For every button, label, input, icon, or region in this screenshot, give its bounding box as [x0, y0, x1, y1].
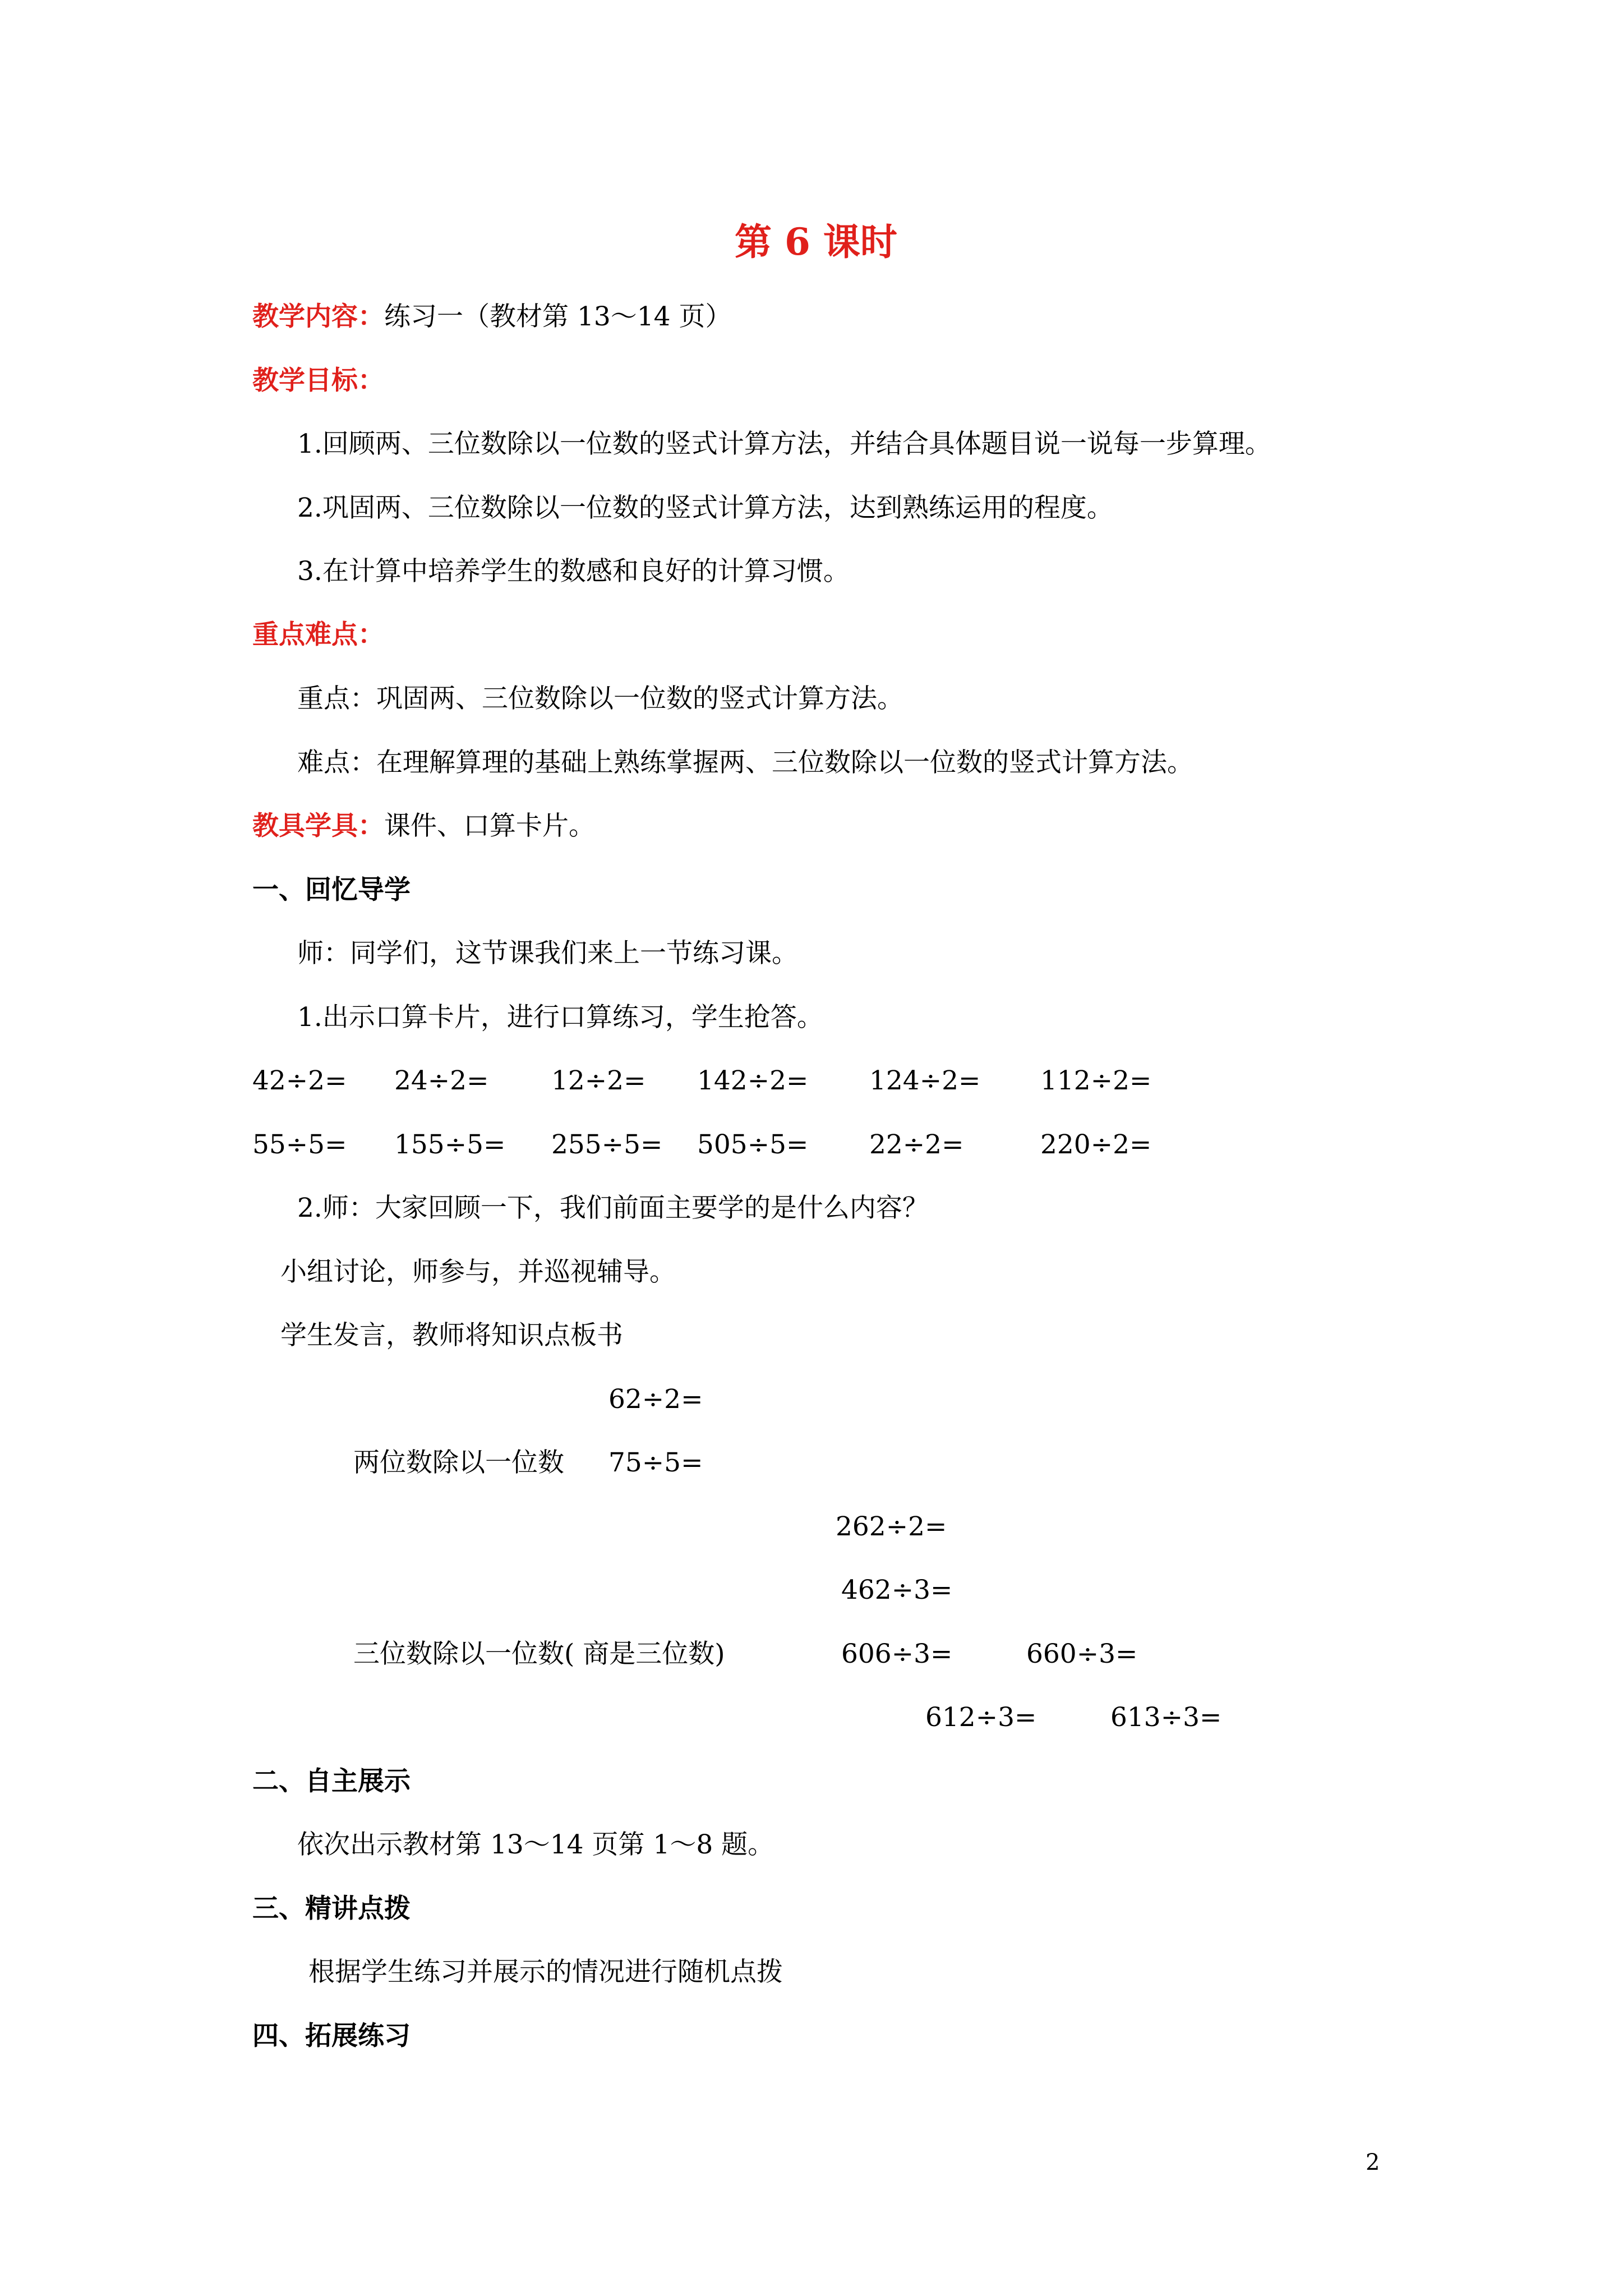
- section-heading: 二、自主展示: [252, 1766, 411, 1797]
- oral-calc: 24÷2=: [394, 1065, 489, 1096]
- board-calc: 612÷3=: [925, 1702, 1037, 1733]
- difficult-point: 难点：在理解算理的基础上熟练掌握两、三位数除以一位数的竖式计算方法。: [297, 747, 1193, 778]
- objective-item: 1.回顾两、三位数除以一位数的竖式计算方法，并结合具体题目说一说每一步算理。: [297, 429, 1271, 459]
- page-title: 第 6 课时: [735, 220, 897, 264]
- key-point: 重点：巩固两、三位数除以一位数的竖式计算方法。: [297, 683, 903, 714]
- oral-calc: 124÷2=: [869, 1065, 981, 1096]
- section-text: 师：同学们，这节课我们来上一节练习课。: [297, 938, 798, 969]
- section-heading: 四、拓展练习: [252, 2021, 411, 2051]
- board-calc: 75÷5=: [608, 1447, 703, 1478]
- teaching-content: [252, 303, 732, 330]
- section-text: 2.师：大家回顾一下，我们前面主要学的是什么内容？: [297, 1193, 929, 1223]
- key-points-label: 重点难点：: [252, 619, 384, 650]
- board-calc: 62÷2=: [608, 1384, 703, 1415]
- objective-item: 3.在计算中培养学生的数感和良好的计算习惯。: [297, 556, 850, 587]
- section-text: 依次出示教材第 13～14 页第 1～8 题。: [297, 1829, 774, 1860]
- objectives-label: 教学目标：: [252, 365, 384, 396]
- teaching-tools-label: 教具学具：: [252, 811, 384, 841]
- teaching-content-label: 教学内容：: [252, 301, 384, 332]
- board-label: 两位数除以一位数: [353, 1447, 564, 1478]
- oral-calc: 42÷2=: [252, 1065, 347, 1096]
- objective-item: 2.巩固两、三位数除以一位数的竖式计算方法，达到熟练运用的程度。: [297, 493, 1113, 523]
- page-number: 2: [1366, 2150, 1380, 2175]
- board-calc: 262÷2=: [836, 1511, 947, 1542]
- oral-calc: 155÷5=: [394, 1129, 506, 1160]
- board-calc: 660÷3=: [1026, 1639, 1138, 1669]
- section-text: 小组讨论，师参与，并巡视辅导。: [280, 1257, 676, 1287]
- oral-calc: 255÷5=: [551, 1129, 663, 1160]
- oral-calc: 505÷5=: [697, 1129, 809, 1160]
- board-label: 三位数除以一位数( 商是三位数): [353, 1639, 725, 1669]
- oral-calc: 22÷2=: [869, 1129, 964, 1160]
- oral-calc: 55÷5=: [252, 1129, 347, 1160]
- board-calc: 613÷3=: [1110, 1702, 1222, 1733]
- oral-calc: 142÷2=: [697, 1065, 809, 1096]
- teaching-content-text: 练习一（教材第 13～14 页）: [384, 301, 732, 332]
- teaching-tools-text: 课件、口算卡片。: [384, 811, 595, 841]
- board-calc: 606÷3=: [841, 1639, 953, 1669]
- teaching-tools: [252, 813, 595, 839]
- board-calc: 462÷3=: [841, 1575, 953, 1605]
- section-text: 学生发言，教师将知识点板书: [280, 1320, 623, 1351]
- oral-calc: 112÷2=: [1040, 1065, 1152, 1096]
- oral-calc: 12÷2=: [551, 1065, 646, 1096]
- section-heading: 一、回忆导学: [252, 875, 411, 905]
- section-heading: 三、精讲点拨: [252, 1893, 411, 1924]
- section-text: 根据学生练习并展示的情况进行随机点拨: [308, 1957, 783, 1987]
- oral-calc: 220÷2=: [1040, 1129, 1152, 1160]
- section-text: 1.出示口算卡片，进行口算练习，学生抢答。: [297, 1002, 823, 1033]
